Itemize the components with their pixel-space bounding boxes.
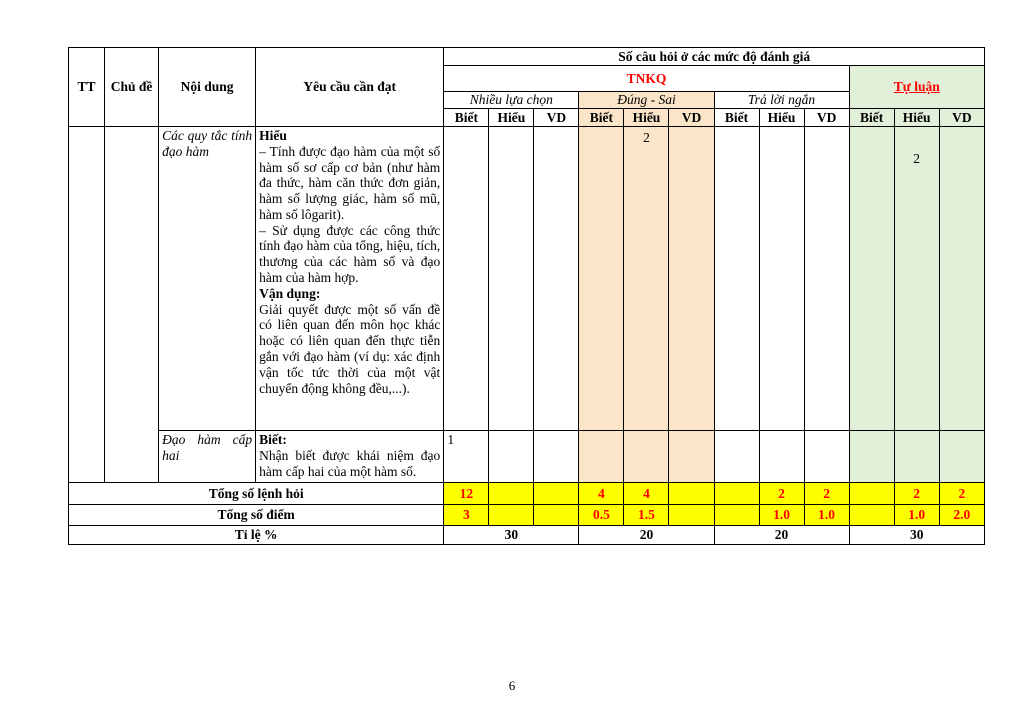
total-p-tl-hieu: 1.0 [894, 505, 939, 526]
col-header-ds-biet: Biết [579, 109, 624, 127]
total-q-ds-hieu: 4 [624, 483, 669, 505]
cell-r2-tl-hieu [894, 431, 939, 483]
total-p-tln-vd: 1.0 [804, 505, 849, 526]
percentage-tln: 20 [714, 526, 849, 545]
total-q-nlc-vd [534, 483, 579, 505]
col-header-nlc-biet: Biết [444, 109, 489, 127]
cell-yeu-cau-row2 [256, 431, 444, 483]
cell-r1-tln-vd [804, 127, 849, 431]
cell-noi-dung-row1: Các quy tắc tính đạo hàm [159, 127, 256, 431]
cell-tt-empty [69, 127, 105, 483]
col-header-tl-vd: VD [939, 109, 984, 127]
total-q-tln-biet [714, 483, 759, 505]
cell-r2-ds-hieu [624, 431, 669, 483]
col-header-tln-biet: Biết [714, 109, 759, 127]
yeu-cau-heading-biet: Biết: [259, 432, 287, 447]
yeu-cau-heading-van-dung: Vận dụng: [259, 285, 321, 301]
percentage-nlc: 30 [444, 526, 579, 545]
col-header-dung-sai: Đúng - Sai [579, 92, 714, 109]
total-p-ds-vd [669, 505, 714, 526]
total-p-ds-hieu: 1.5 [624, 505, 669, 526]
cell-r2-tln-vd [804, 431, 849, 483]
cell-r2-nlc-hieu [489, 431, 534, 483]
total-q-nlc-hieu [489, 483, 534, 505]
cell-r1-nlc-hieu [489, 127, 534, 431]
cell-r2-tl-biet [849, 431, 894, 483]
cell-r1-tl-vd [939, 127, 984, 431]
total-q-tln-vd: 2 [804, 483, 849, 505]
cell-r1-ds-hieu: 2 [624, 127, 669, 431]
col-header-tt: TT [69, 48, 105, 127]
cell-chu-de-empty [105, 127, 159, 483]
cell-r2-nlc-biet: 1 [444, 431, 489, 483]
col-header-yeu-cau: Yêu cầu cần đạt [256, 48, 444, 127]
col-header-ds-hieu: Hiểu [624, 109, 669, 127]
cell-r2-tln-biet [714, 431, 759, 483]
yeu-cau-paragraph: Giải quyết được một số vấn đề có liên quan đến môn học khác hoặc có liên quan đến thực tiễn gắn với đạo hàm (ví dụ: xác định vận tốc tức thời của một vật chuyển động không đều,...). [259, 301, 441, 396]
total-p-ds-biet: 0.5 [579, 505, 624, 526]
total-q-ds-biet: 4 [579, 483, 624, 505]
percentage-label: Tỉ lệ % [69, 526, 444, 545]
col-header-nhieu-lua-chon: Nhiều lựa chọn [444, 92, 579, 109]
yeu-cau-paragraph: Nhận biết được khái niệm đạo hàm cấp hai của một hàm số. [259, 447, 441, 479]
cell-r2-ds-biet [579, 431, 624, 483]
page-number: 6 [508, 678, 516, 693]
cell-r2-ds-vd [669, 431, 714, 483]
assessment-matrix-table [68, 47, 985, 545]
col-header-tln-vd: VD [804, 109, 849, 127]
cell-r2-nlc-vd [534, 431, 579, 483]
percentage-tl: 30 [849, 526, 984, 545]
total-p-tln-biet [714, 505, 759, 526]
col-header-tln-hieu: Hiểu [759, 109, 804, 127]
cell-r2-tln-hieu [759, 431, 804, 483]
col-header-tnkq: TNKQ [444, 66, 849, 92]
total-p-tl-biet [849, 505, 894, 526]
cell-r1-tln-hieu [759, 127, 804, 431]
yeu-cau-heading-hieu: Hiểu [259, 128, 287, 143]
total-points-label: Tổng số điểm [69, 505, 444, 526]
cell-r1-ds-vd [669, 127, 714, 431]
yeu-cau-paragraph: – Sử dụng được các công thức tính đạo hàm của tổng, hiệu, tích, thương của các hàm số và đạo hàm của hàm hợp. [259, 222, 441, 286]
total-q-tl-biet [849, 483, 894, 505]
cell-r1-ds-biet [579, 127, 624, 431]
col-header-ds-vd: VD [669, 109, 714, 127]
cell-r1-nlc-biet [444, 127, 489, 431]
total-q-nlc-biet: 12 [444, 483, 489, 505]
total-p-nlc-hieu [489, 505, 534, 526]
cell-r1-nlc-vd [534, 127, 579, 431]
total-q-tl-vd: 2 [939, 483, 984, 505]
col-header-tu-luan: Tự luận [849, 66, 984, 109]
total-q-ds-vd [669, 483, 714, 505]
col-header-nlc-vd: VD [534, 109, 579, 127]
col-header-chu-de: Chủ đề [105, 48, 159, 127]
percentage-ds: 20 [579, 526, 714, 545]
total-q-tln-hieu: 2 [759, 483, 804, 505]
col-header-so-cau-hoi: Số câu hỏi ở các mức độ đánh giá [444, 48, 985, 66]
total-p-nlc-vd [534, 505, 579, 526]
total-p-tl-vd: 2.0 [939, 505, 984, 526]
col-header-tra-loi-ngan: Trả lời ngắn [714, 92, 849, 109]
col-header-noi-dung: Nội dung [159, 48, 256, 127]
cell-r2-tl-vd [939, 431, 984, 483]
total-p-nlc-biet: 3 [444, 505, 489, 526]
cell-r1-tln-biet [714, 127, 759, 431]
cell-r1-tl-hieu: 2 [894, 127, 939, 431]
cell-noi-dung-row2: Đạo hàm cấp hai [159, 431, 256, 483]
cell-yeu-cau-row1 [256, 127, 444, 431]
col-header-tl-biet: Biết [849, 109, 894, 127]
total-q-tl-hieu: 2 [894, 483, 939, 505]
col-header-tl-hieu: Hiểu [894, 109, 939, 127]
col-header-nlc-hieu: Hiểu [489, 109, 534, 127]
yeu-cau-paragraph: – Tính được đạo hàm của một số hàm số sơ cấp cơ bản (như hàm đa thức, hàm căn thức đơn giản, hàm số lượng giác, hàm số mũ, hàm số lôgarit). [259, 143, 441, 222]
cell-r1-tl-biet [849, 127, 894, 431]
total-questions-label: Tổng số lệnh hỏi [69, 483, 444, 505]
total-p-tln-hieu: 1.0 [759, 505, 804, 526]
